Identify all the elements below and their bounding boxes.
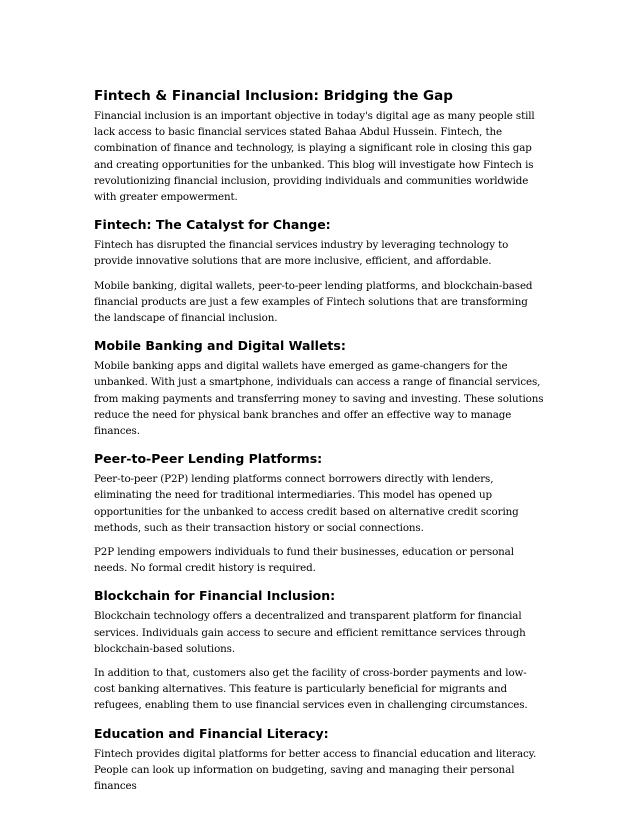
section-heading: Fintech: The Catalyst for Change:	[94, 217, 331, 233]
section-education	[94, 724, 546, 795]
page-title: Fintech & Financial Inclusion: Bridging the Gap	[94, 88, 453, 104]
section-mobile-banking	[94, 336, 546, 439]
section-heading: Blockchain for Financial Inclusion:	[94, 588, 336, 604]
section-paragraph: Mobile banking apps and digital wallets have emerged as game-changers for the unbanked. With just a smartphone, individuals can access a range of financial services, from making payments and transferring money to saving and investing. These solutions reduce the need for physical bank branches and offer an effective way to manage finances.	[94, 360, 544, 438]
section-paragraph: In addition to that, customers also get the facility of cross-border payments and low-cost banking alternatives. This feature is particularly beneficial for migrants and refugees, enabling them to use financial services even in challenging circumstances.	[94, 667, 528, 712]
intro-paragraph: Financial inclusion is an important objective in today's digital age as many people still lack access to basic financial services stated Bahaa Abdul Hussein. Fintech, the combination of finance and technology, is playing a significant role in closing this gap and creating opportunities for the unbanked. This blog will investigate how Fintech is revolutionizing financial inclusion, providing individuals and communities worldwide with greater empowerment.	[94, 110, 535, 204]
section-heading: Peer-to-Peer Lending Platforms:	[94, 451, 323, 467]
document-page	[94, 86, 546, 802]
section-heading: Mobile Banking and Digital Wallets:	[94, 338, 346, 354]
section-paragraph: Fintech provides digital platforms for better access to financial education and literacy. People can look up information on budgeting, saving and managing their personal finances	[94, 747, 537, 793]
section-paragraph: Mobile banking, digital wallets, peer-to-peer lending platforms, and blockchain-based financial products are just a few examples of Fintech solutions that are transforming the landscape of financial inclusion.	[94, 279, 533, 325]
section-blockchain	[94, 586, 546, 713]
section-paragraph: Peer-to-peer (P2P) lending platforms connect borrowers directly with lenders, eliminating the need for traditional intermediaries. This model has opened up opportunities for the unbanked to access credit based on alternative credit scoring methods, such as their transaction history or social connections.	[94, 473, 519, 534]
section-paragraph: P2P lending empowers individuals to fund their businesses, education or personal needs. No formal credit history is required.	[94, 546, 514, 575]
section-p2p-lending	[94, 449, 546, 576]
section-paragraph: Blockchain technology offers a decentralized and transparent platform for financial services. Individuals gain access to secure and efficient remittance services through blockchain-based solutions.	[94, 610, 526, 655]
section-paragraph: Fintech has disrupted the financial services industry by leveraging technology to provide innovative solutions that are more inclusive, efficient, and affordable.	[94, 239, 509, 268]
section-catalyst	[94, 215, 546, 326]
section-heading: Education and Financial Literacy:	[94, 725, 329, 741]
